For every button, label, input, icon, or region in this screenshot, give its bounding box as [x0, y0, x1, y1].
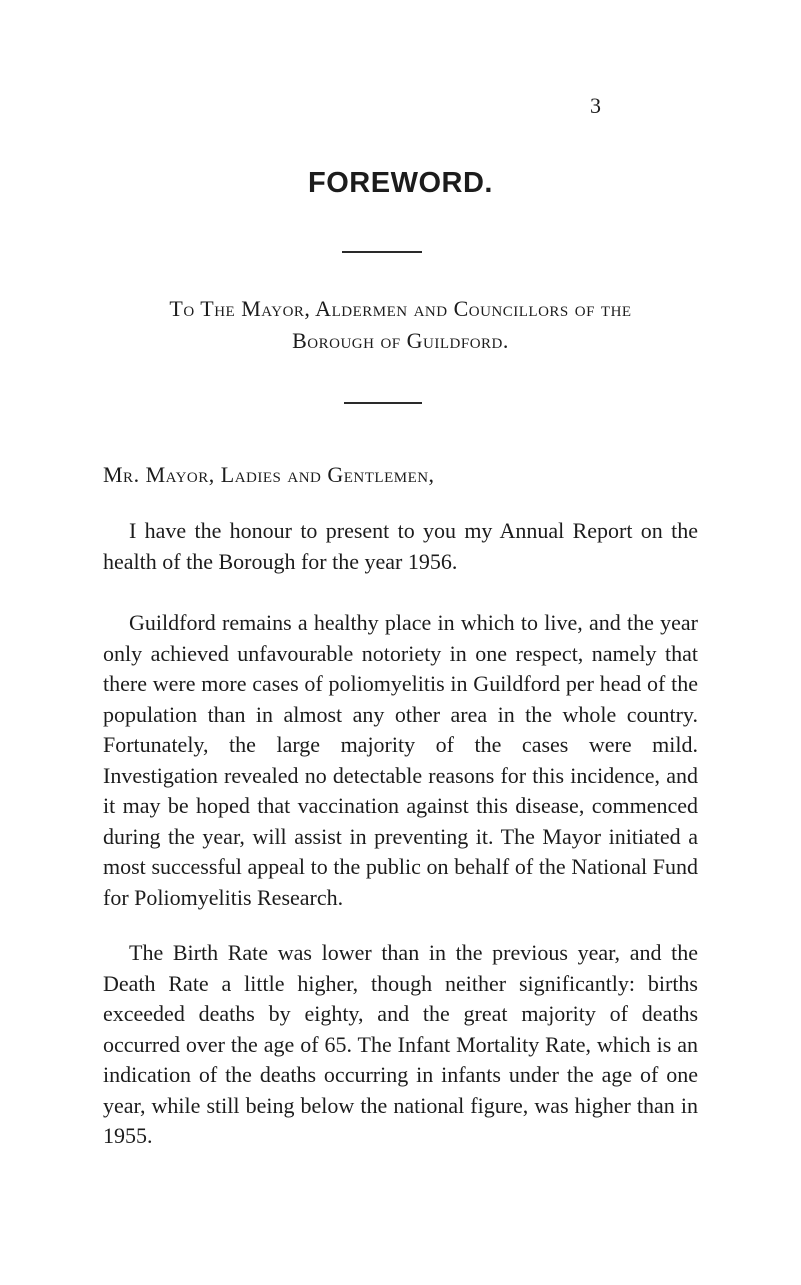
body-paragraph: The Birth Rate was lower than in the previous year, and the Death Rate a little higher, though neither significantly: births exceeded deaths by eighty, and the great majority of deaths occurred over the age of 65. The Infant Mortality Rate, which is an indication of the deaths occurring in infants under the age of one year, while still being below the national figure, was higher than in 1955. [103, 940, 698, 1148]
page-title: FOREWORD. [308, 167, 493, 199]
divider-rule [344, 402, 422, 404]
body-paragraph: I have the honour to present to you my Annual Report on the health of the Borough for the year 1956. [103, 518, 698, 574]
address-block [0, 293, 801, 357]
address-line-2: Borough of Guildford. [292, 328, 509, 353]
address-line-1: To The Mayor, Aldermen and Councillors of the [169, 296, 632, 321]
page-number: 3 [590, 93, 601, 118]
divider-rule [342, 251, 422, 253]
salutation: Mr. Mayor, Ladies and Gentlemen, [103, 462, 435, 487]
body-paragraph: Guildford remains a healthy place in which to live, and the year only achieved unfavourable notoriety in one respect, namely that there were more cases of poliomyelitis in Guildford per head of the population than in almost any other area in the whole country. Fortunately, the large majority of the cases were mild. Investigation revealed no detectable reasons for this incidence, and it may be hoped that vaccination against this disease, commenced during the year, will assist in preventing it. The Mayor initiated a most successful appeal to the public on behalf of the National Fund for Poliomyelitis Research. [103, 610, 698, 910]
